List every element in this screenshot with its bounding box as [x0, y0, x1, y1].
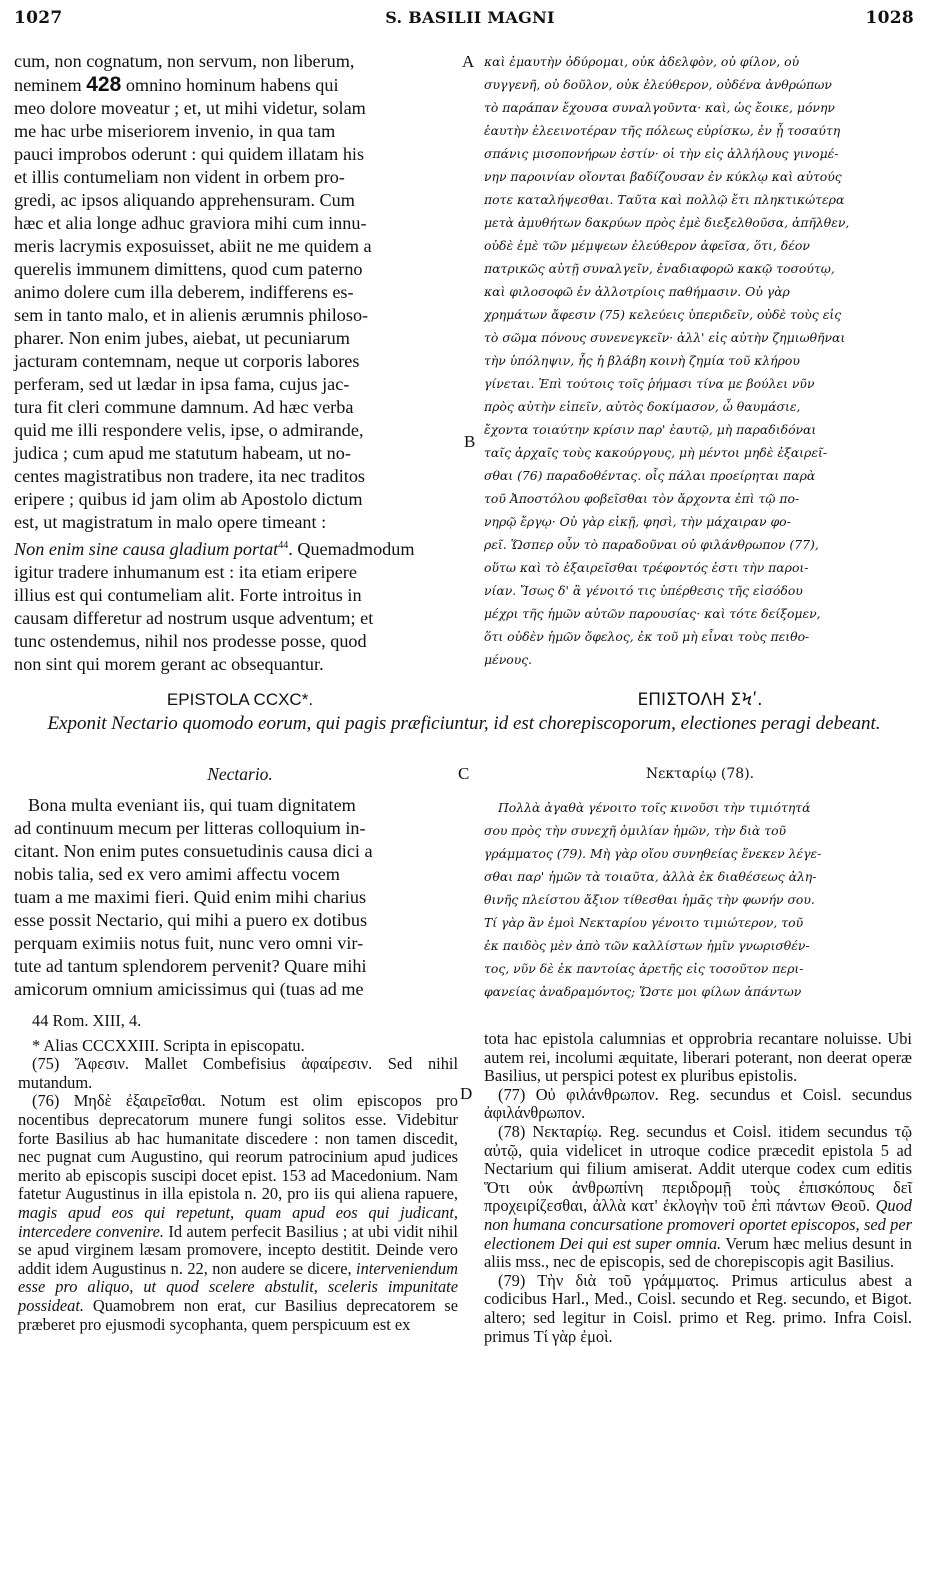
latin-line: tute ad tantum splendorem pervenit? Quare mihi — [14, 956, 367, 976]
greek-line: πρὸς αὐτὴν εἰπεῖν, αὐτὸς δοκίμασον, ὦ θαυμάσιε, — [484, 399, 801, 414]
latin-line: Bona multa eveniant iis, qui tuam dignitatem — [28, 795, 356, 815]
footnote-part: (78) Νεκταρίῳ. Reg. secundus et Coisl. itidem secundus τῷ αὐτῷ, quia videlicet in utroque codice præcedit epistola 5 ad Nectarium qui filium amiserat. Addit uterque codex cum editis Ὅτι οὐκ ἀνθρωπίνη περιδρομῇ τοὺς ἐπισκόπους δεῖ προχειρίζεσθαι, ἀλλὰ κατ' ἐκλογὴν τοῦ ἐπὶ πάντων Θεοῦ. — [484, 1121, 912, 1216]
footnote: (79) Τὴν διὰ τοῦ γράμματος. Primus articulus abest a codicibus Harl., Med., Coisl. secundo et Reg. secundo, et Bigot. altero; sed legitur in Coisl. primo et Reg. primo. Infra Coisl. primus Τί γὰρ ἐμοὶ. — [484, 1270, 912, 1346]
footnote-part: (76) Μηδὲ ἐξαιρεῖσθαι. Notum est olim episcopos pro nocentibus deprecatorum munere fungi solitos esse. Videbitur forte Basilius ab hac humanitate discedere : non tamen discedit, nec pugnat cum Augustino, qui reorum patrocinium apud judices merito ab episcopis suscipi docet epist. 153 ad Macedonium. Nam fatetur Augustinus in illa epistola n. 20, pro iis qui aliena rapuere, — [18, 1091, 458, 1204]
greek-line: ἔχοντα τοιαύτην κρίσιν παρ' ἑαυτῷ, μὴ παραδιδόναι — [484, 422, 817, 437]
greek-line: σπάνις μισοπονήρων ἐστίν· οἱ τὴν εἰς ἀλλήλους γινομέ- — [484, 146, 839, 161]
footnotes-right — [484, 1030, 912, 1346]
footnote-part: Id autem perfecit Basilius ; at ubi vidit nihil se apud virginem læsam promovere, incepto destitit. Deinde vero addit idem Augustinus n. 22, non audere se dicere, — [18, 1221, 458, 1278]
greek-line: καὶ ἐμαυτὴν ὀδύρομαι, οὐκ ἀδελφὸν, οὐ φίλον, οὐ — [484, 54, 800, 69]
greek-line: νίαν. Ἴσως δ' ἂ γένοιτό τις ὑπέρθεσις τῆς εἰσόδου — [484, 583, 803, 598]
greek-line: σου πρὸς τὴν συνεχῆ ὁμιλίαν ἡμῶν, τὴν διὰ τοῦ — [484, 823, 787, 838]
latin-line: nobis talia, sed ex vero amimi affectu vocem — [14, 864, 340, 884]
latin-line: citant. Non enim putes consuetudinis causa dici a — [14, 841, 373, 861]
latin-line: animo dolere cum illa deberem, indifferens es- — [14, 282, 354, 302]
latin-line: cum, non cognatum, non servum, non liberum, — [14, 51, 355, 71]
latin-line: judica ; cum apud me statutum habeam, ut no- — [14, 443, 351, 463]
latin-line: esse possit Nectario, qui mihi a puero ex dotibus — [14, 910, 368, 930]
latin-line: centes magistratibus non tradere, ita nec traditos — [14, 466, 365, 486]
greek-line: σθαι (76) παραδοθέντας. οἷς πάλαι προείρηται παρὰ — [484, 468, 816, 483]
greek-line: νηρῷ ἔργῳ· Οὐ γὰρ εἰκῇ, φησὶ, τὴν μάχαιραν φο- — [484, 514, 791, 529]
footnote-quote: interveniendum esse pro aliquo, ut quod scelere abstulit, sceleris impunitate possideat. — [18, 1258, 458, 1315]
latin-line: tuam a me maximi fieri. Quid enim mihi charius — [14, 887, 367, 907]
greek-line: οὐδὲ ἐμὲ τῶν μέμψεων ἐλεύθερον ἀφεῖσα, ὅτι, δέον — [484, 238, 810, 253]
footnote — [484, 1123, 912, 1272]
latin-line: quid me illi respondere velis, ipse, o admirande, — [14, 420, 364, 440]
latin-line: amicorum omnium amicissimus qui (tuas ad me — [14, 979, 364, 999]
margin-mark-a: A — [462, 52, 475, 71]
latin-line: ad continuum mecum per litteras colloquium in- — [14, 818, 366, 838]
latin-line: est, ut magistratum in malo opere timeant : — [14, 512, 327, 532]
greek-line: ἐκ παιδὸς μὲν ἀπὸ τῶν καλλίστων ἡμῖν γνωρισθέν- — [484, 938, 810, 953]
footnote: (77) Οὐ φιλάνθρωπον. Reg. secundus et Coisl. secundus ἀφιλάνθρωπον. — [484, 1084, 912, 1123]
latin-line — [14, 534, 460, 561]
latin-addressee: Nectario. — [207, 764, 273, 784]
latin-line: sem in tanto malo, et in alienis ærumnis philoso- — [14, 305, 369, 325]
footnote: tota hac epistola calumnias et opprobria recantare noluisse. Ubi autem rei, incolumi æquitate, liberari poterant, non deerat operæ Basilius, ut perspici potest ex pluribus epistolis. — [484, 1029, 912, 1086]
latin-line: tunc ostendemus, nihil nos prodesse posse, quod — [14, 631, 367, 652]
scripture-quote: Non enim sine causa gladium portat — [14, 539, 279, 560]
greek-addressee: Νεκταρίῳ (78). — [645, 766, 755, 782]
latin-line: non sint qui morem gerant ac obsequantur. — [14, 654, 324, 675]
latin-line: pharer. Non enim jubes, aiebat, ut pecuniarum — [14, 328, 350, 348]
margin-mark-b: B — [464, 432, 476, 451]
greek-line: Πολλὰ ἀγαθὰ γένοιτο τοῖς κινοῦσι τὴν τιμιότητά — [498, 800, 811, 815]
latin-line: igitur tradere inhumanum est : ita etiam eripere — [14, 562, 357, 583]
latin-line: meris lacrymis exposuisset, abiit ne me quidem a — [14, 236, 372, 256]
greek-line: μένους. — [484, 652, 533, 667]
reference-marker: 44 — [278, 540, 289, 551]
greek-line: ἑαυτὴν ἐλεεινοτέραν τῆς πόλεως εὑρίσκω, ἐν ᾗ τοσαύτη — [484, 123, 841, 138]
footnote-part: Quamobrem non erat, cur Basilius deprecatorem se præberet pro ejusmodi sycophanta, quem perspicuum est ex — [18, 1295, 458, 1334]
greek-line: μέχρι τῆς ἡμῶν αὐτῶν παρουσίας· καὶ τότε δείξομεν, — [484, 606, 821, 621]
greek-line: γράμματος (79). Μὴ γὰρ οἴου συνηθείας ἕνεκεν λέγε- — [484, 846, 822, 861]
greek-line: τὴν ὑπόληψιν, ἧς ἡ βλάβη κοινὴ ζημία τοῦ κλήρου — [484, 353, 800, 368]
greek-line: φανείας ἀναδραμόντος; Ὥστε μοι φίλων ἀπάντων — [484, 984, 802, 999]
greek-column-top — [484, 50, 916, 671]
latin-line: querelis immunem dimittens, quod cum paterno — [14, 259, 363, 279]
margin-mark-c: C — [458, 764, 470, 783]
latin-epistle-title: EPISTOLA CCXC*. — [166, 690, 314, 709]
footnote-quote: Quod non humana concursatione promoveri oportet episcopos, sed per electionem Dei qui est super omnia. — [484, 1196, 912, 1253]
greek-line: χρημάτων ἄφεσιν (75) κελεύεις ὑπεριδεῖν, οὐδὲ τοὺς εἰς — [484, 307, 842, 322]
greek-line: γίνεται. Ἐπὶ τούτοις τοῖς ῥήμασι τίνα με βούλει νῦν — [484, 376, 815, 391]
latin-line: eripere ; quibus id jam olim ab Apostolo dictum — [14, 489, 363, 509]
latin-column-top — [14, 50, 460, 676]
epistle-summary: Exponit Nectario quomodo eorum, qui pagis præficiuntur, id est chorepiscoporum, electiones peragi debeant. — [47, 713, 881, 734]
latin-line-part: omnino hominum habens qui — [125, 75, 339, 95]
latin-line: jacturam contemnam, neque ut corporis labores — [14, 351, 360, 371]
greek-line: ταῖς ἀρχαῖς τοὺς κακούργους, μὴ μέντοι μηδὲ ἐξαιρεῖ- — [484, 445, 828, 460]
latin-line: causam differetur ad nostrum usque adventum; et — [14, 608, 374, 629]
greek-line: τὸ παράπαν ἔχουσα συναλγοῦντα· καὶ, ὡς ἔοικε, μόνην — [484, 100, 835, 115]
greek-line: νην παροινίαν οἴονται βαδίζουσαν ἐν κύκλῳ καὶ αὐτούς — [484, 169, 842, 184]
latin-line: perferam, sed ut lædar in ipsa fama, cujus jac- — [14, 374, 350, 394]
latin-line — [14, 73, 460, 97]
latin-line: meo dolore moveatur ; et, ut mihi videtur, solam — [14, 98, 366, 118]
footnote — [18, 1092, 458, 1334]
latin-line: perquam eximiis notus fuit, nunc vero omni vir- — [14, 933, 364, 953]
footnote-part: Verum hæc melius desunt in aliis mss., nec de episcopis, sed de chorepiscopis agit Basilius. — [484, 1233, 912, 1272]
running-title: S. BASILII MAGNI — [385, 8, 555, 27]
greek-line: Τί γὰρ ἂν ἐμοὶ Νεκταρίου γένοιτο τιμιώτερον, τοῦ — [484, 915, 804, 930]
latin-line: pauci improbos oderunt : qui quidem illatam his — [14, 144, 365, 164]
footnote-quote: magis apud eos qui repetunt, quam apud eos qui judicant, intercedere convenire. — [18, 1202, 458, 1241]
greek-line: πατρικῶς αὐτῇ συναλγεῖν, ἐναδιαφορῶ κακῷ τοσούτῳ, — [484, 261, 835, 276]
right-page-number: 1028 — [865, 8, 914, 28]
greek-line: συγγενῆ, οὐ δοῦλον, οὐκ ἐλεύθερον, οὐδένα ἀνθρώπων — [484, 77, 832, 92]
greek-line: σθαι παρ' ἡμῶν τὰ τοιαῦτα, ἀλλὰ ἐκ διαθέσεως ἀλη- — [484, 869, 817, 884]
margin-mark-d: D — [460, 1084, 473, 1103]
latin-letter-column — [14, 794, 460, 1001]
latin-line-part: neminem — [14, 75, 82, 95]
latin-line: gredi, ac ipsos aliquando apprehensuram. Cum — [14, 190, 355, 210]
greek-line: ὅτι οὐδὲν ἡμῶν ὄφελος, ἐκ τοῦ μὴ εἶναι τοὺς πειθο- — [484, 629, 810, 644]
latin-line: et illis contumeliam non vident in orbem pro- — [14, 167, 345, 187]
greek-line: ρεῖ. Ὥσπερ οὖν τὸ παραδοῦναι οὐ φιλάνθρωπον (77), — [484, 537, 819, 552]
footnote: * Alias CCCXXIII. Scripta in episcopatu. — [32, 1035, 305, 1055]
greek-epistle-title: ΕΠΙΣΤΟΛΗ ΣϞʹ. — [637, 690, 763, 710]
latin-line: illius est qui contumeliam alit. Forte introitus in — [14, 585, 362, 606]
footnote: (75) Ἄφεσιν. Mallet Combefisius ἀφαίρεσιν. Sed nihil mutandum. — [18, 1054, 458, 1092]
latin-line-part: . Quemadmodum — [288, 539, 415, 560]
greek-line: τοῦ Ἀποστόλου φοβεῖσθαι τὸν ἄρχοντα ἐπὶ τῷ πο- — [484, 491, 800, 506]
greek-line: τος, νῦν δὲ ἐκ παντοίας ἀρετῆς εἰς τοσοῦτον περι- — [484, 961, 804, 976]
greek-line: τὸ σῶμα πόνους συνενεγκεῖν· ἀλλ' εἰς αὐτὴν ζημιωθῆναι — [484, 330, 846, 345]
footnote-reference: 44 Rom. XIII, 4. — [32, 1011, 142, 1030]
greek-line: θινῆς πλείστου ἄξιον τίθεσθαι ἡμᾶς τὴν φωνήν σου. — [484, 892, 815, 907]
latin-line: me hac urbe miseriorem invenio, in qua tam — [14, 121, 336, 141]
greek-line: μετὰ ἀμυθήτων δακρύων πρὸς ἐμὲ διεξελθοῦσα, ἀπῆλθεν, — [484, 215, 850, 230]
left-page-number: 1027 — [14, 8, 63, 28]
greek-line: ποτε καταλήψεσθαι. Ταῦτα καὶ πολλῷ ἔτι πληκτικώτερα — [484, 192, 845, 207]
column-number: 428 — [86, 73, 122, 96]
greek-line: οὕτω καὶ τὸ ἐξαιρεῖσθαι τρέφοντός ἐστι τὴν παροι- — [484, 560, 809, 575]
footnotes-left — [18, 1012, 458, 1334]
latin-line: hæc et alia longe adhuc graviora mihi cum innu- — [14, 213, 367, 233]
greek-line: καὶ φιλοσοφῶ ἐν ἀλλοτρίοις παθήμασιν. Οὐ γὰρ — [484, 284, 790, 299]
greek-letter-column — [484, 796, 916, 1003]
latin-line: tura fit cleri commune damnum. Ad hæc verba — [14, 397, 354, 417]
